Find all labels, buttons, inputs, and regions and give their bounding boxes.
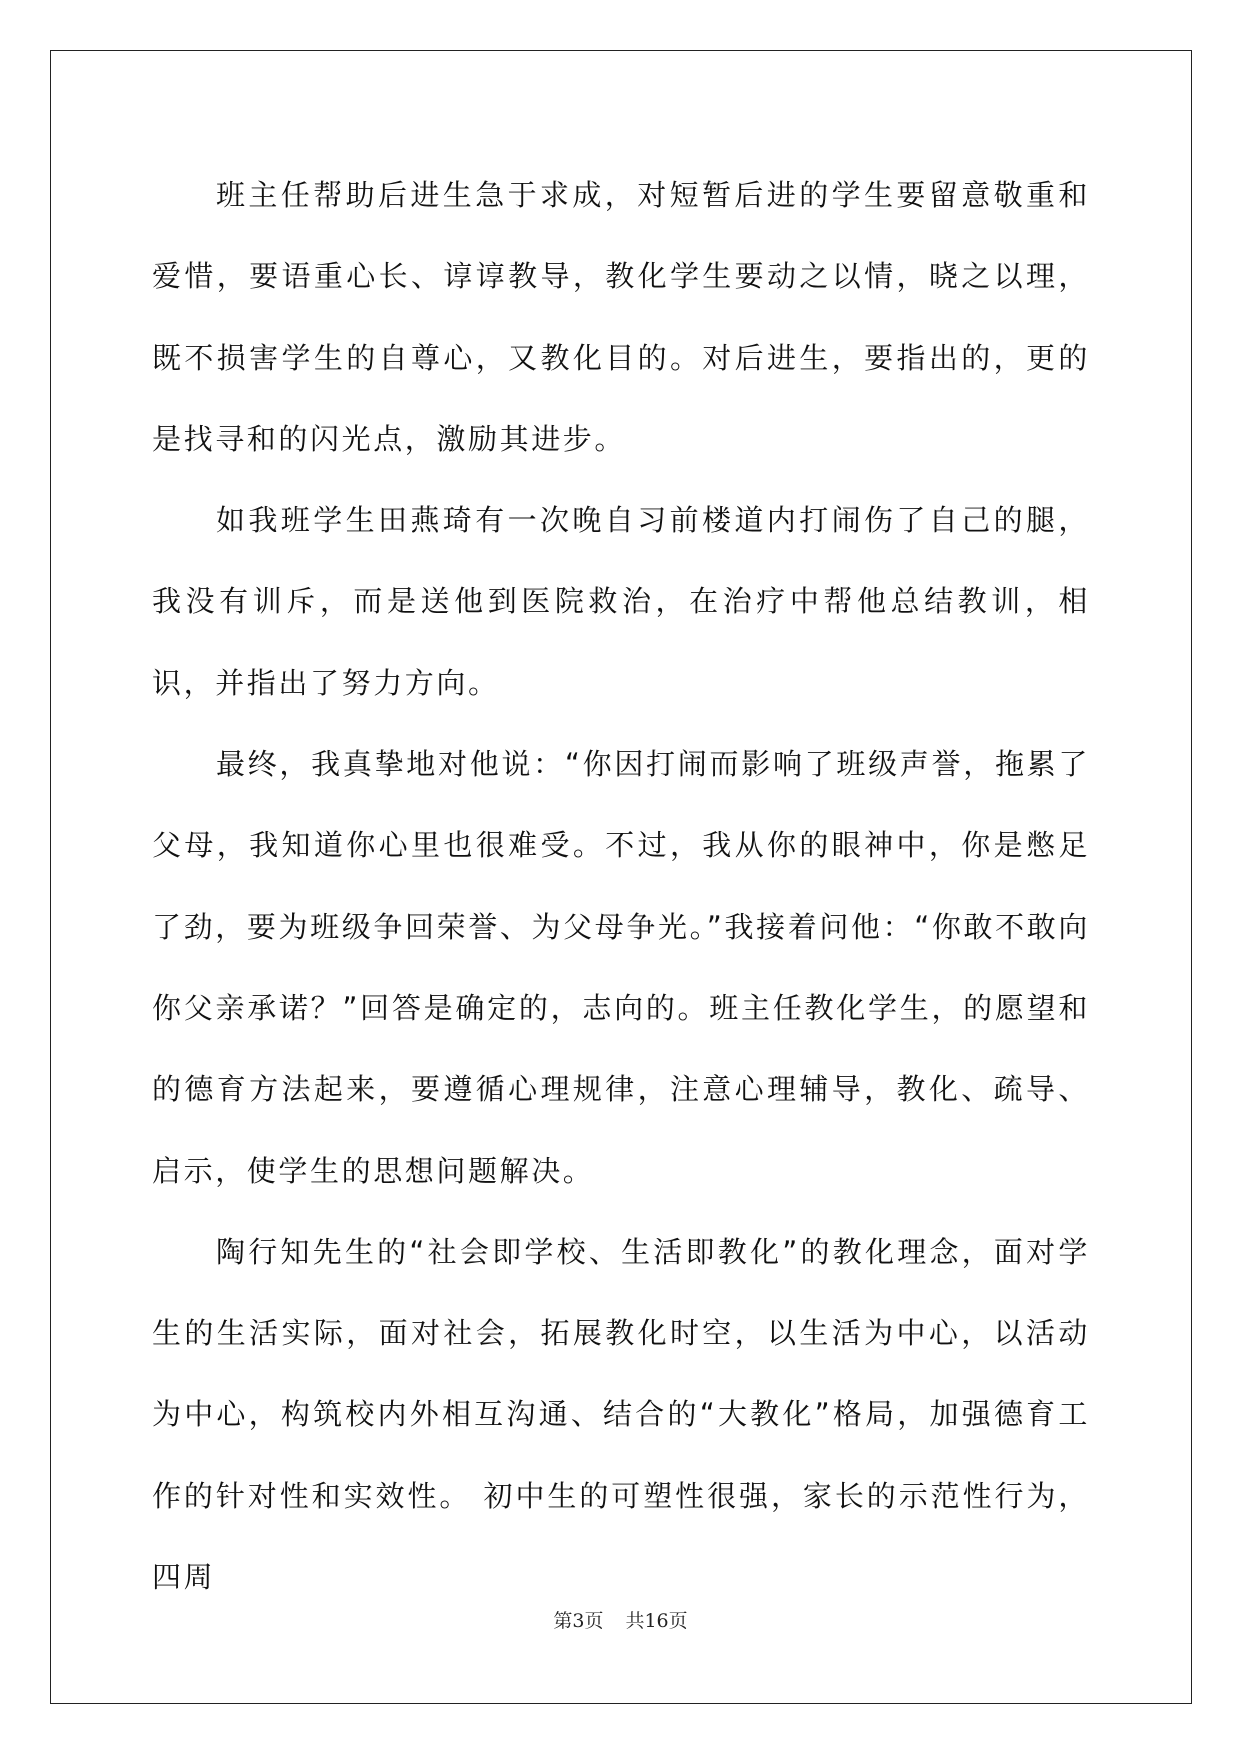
paragraph: 班主任帮助后进生急于求成，对短暂后进的学生要留意敬重和爱惜，要语重心长、谆谆教导，教化学生要动之以情，晓之以理，既不损害学生的自尊心，又教化目的。对后进生，要指出的，更的是找寻和的闪光点，激励其进步。 [152,178,1090,456]
document-body [152,155,1090,1618]
page-number: 第3页 [553,1610,604,1632]
paragraph: 如我班学生田燕琦有一次晚自习前楼道内打闹伤了自己的腿，我没有训斥，而是送他到医院救治，在治疗中帮他总结教训，相识，并指出了努力方向。 [152,503,1090,700]
total-pages: 共16页 [625,1610,688,1632]
paragraph: 最终，我真挚地对他说：“你因打闹而影响了班级声誉，拖累了父母，我知道你心里也很难受。不过，我从你的眼神中，你是憋足了劲，要为班级争回荣誉、为父母争光。”我接着问他：“你敢不敢向你父亲承诺？”回答是确定的，志向的。班主任教化学生，的愿望和的德育方法起来，要遵循心理规律，注意心理辅导，教化、疏导、启示，使学生的思想问题解决。 [152,747,1090,1188]
paragraph: 陶行知先生的“社会即学校、生活即教化”的教化理念，面对学生的生活实际，面对社会，拓展教化时空，以生活为中心，以活动为中心，构筑校内外相互沟通、结合的“大教化”格局，加强德育工作的针对性和实效性。 初中生的可塑性很强，家长的示范性行为，四周 [152,1234,1090,1595]
page-footer [0,1606,1241,1633]
